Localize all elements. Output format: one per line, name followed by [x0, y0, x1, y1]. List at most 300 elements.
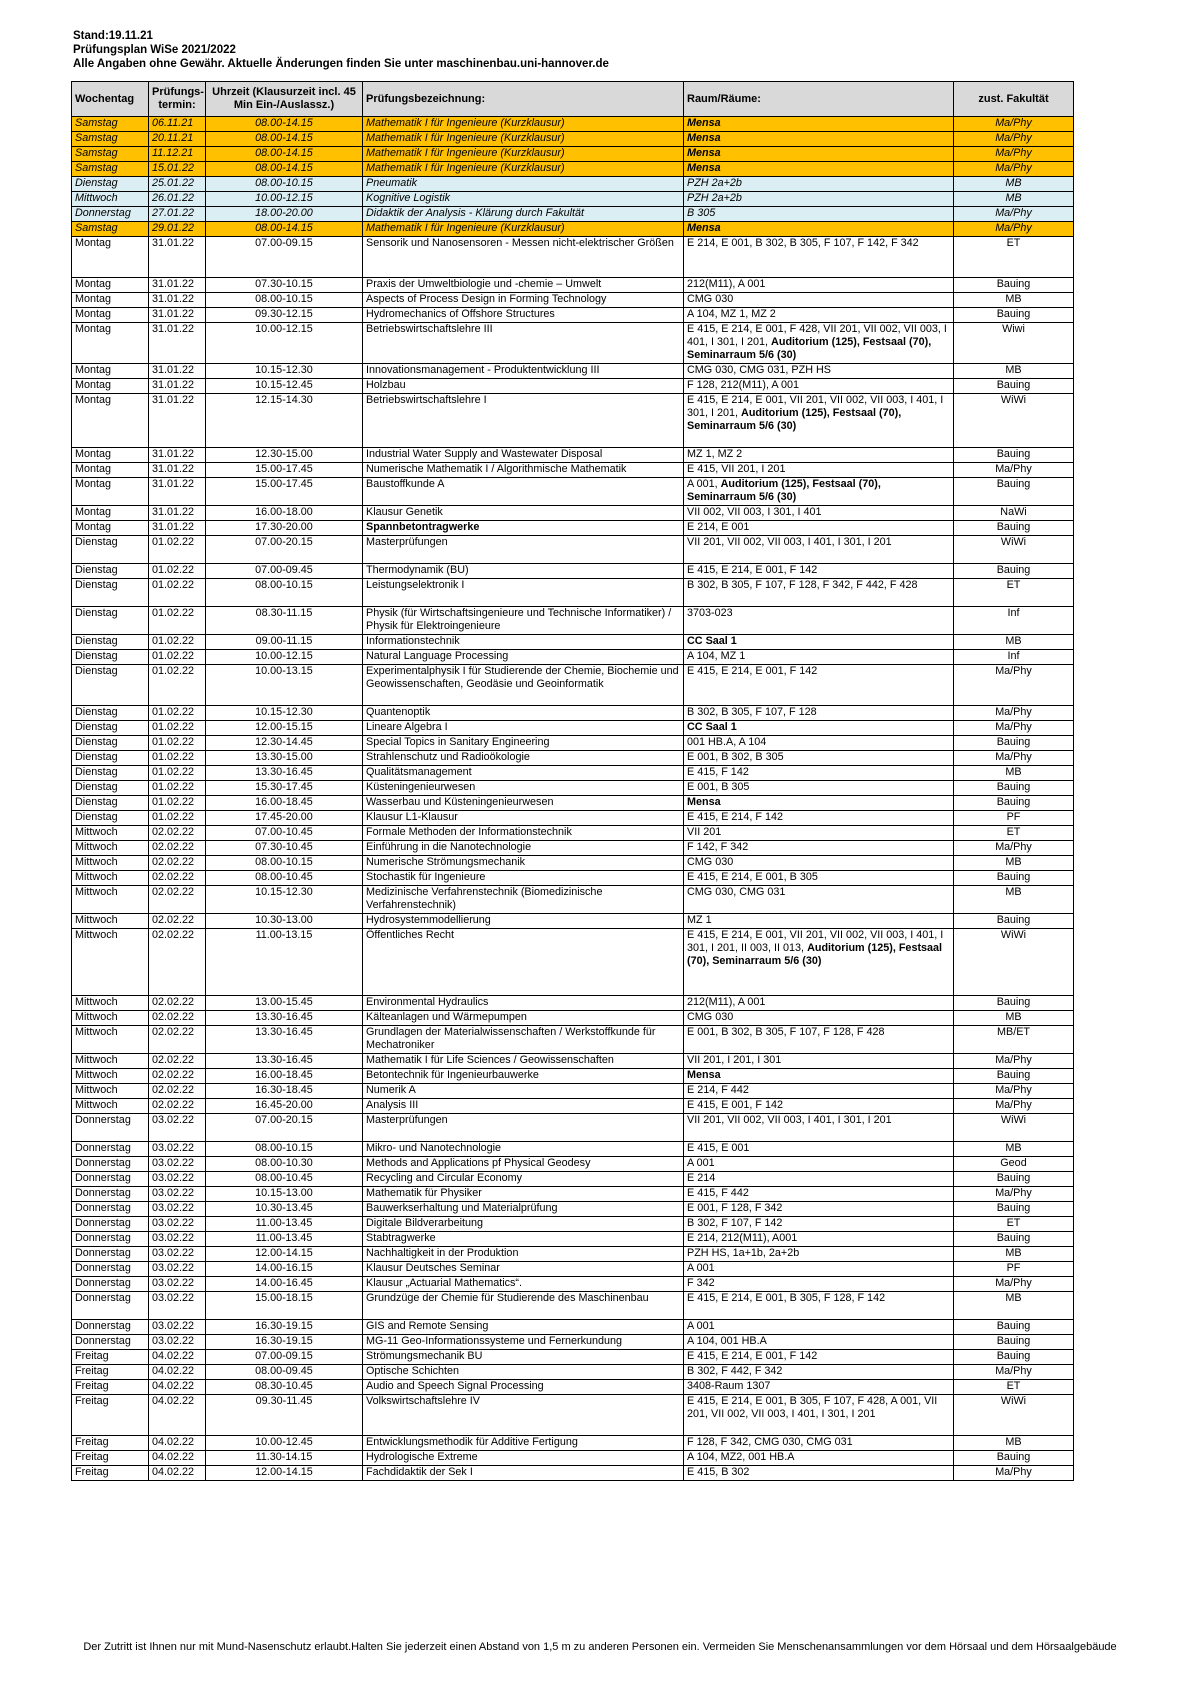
- table-row: [72, 781, 1074, 796]
- exam-name-cell: Masterprüfungen: [363, 1114, 684, 1142]
- room-cell: [684, 117, 954, 132]
- faculty-cell: Bauing: [954, 521, 1074, 536]
- day-cell: Freitag: [72, 1451, 149, 1466]
- room-list: E 415, E 214, E 001, VII 201, VII 002, VII 003, I 401, I 301, I 201,: [687, 394, 944, 419]
- day-cell: Freitag: [72, 1380, 149, 1395]
- room-list: E 214: [687, 1172, 716, 1184]
- room-cell: [684, 871, 954, 886]
- room-list: B 302, F 107, F 142: [687, 1217, 783, 1229]
- day-cell: Donnerstag: [72, 1277, 149, 1292]
- day-cell: Freitag: [72, 1466, 149, 1481]
- faculty-cell: Bauing: [954, 308, 1074, 323]
- date-cell: 27.01.22: [149, 207, 206, 222]
- table-row: [72, 1395, 1074, 1436]
- date-cell: 01.02.22: [149, 665, 206, 706]
- exam-name-cell: Hydrologische Extreme: [363, 1451, 684, 1466]
- time-cell: 08.30-11.15: [206, 607, 363, 635]
- table-row: [72, 1084, 1074, 1099]
- faculty-cell: MB: [954, 886, 1074, 914]
- date-cell: 31.01.22: [149, 379, 206, 394]
- exam-name-cell: Spannbetontragwerke: [363, 521, 684, 536]
- day-cell: Mittwoch: [72, 1054, 149, 1069]
- room-list: E 415, E 214, E 001, F 142: [687, 564, 818, 576]
- room-cell: [684, 132, 954, 147]
- day-cell: Donnerstag: [72, 1292, 149, 1320]
- table-row: [72, 826, 1074, 841]
- day-cell: Freitag: [72, 1395, 149, 1436]
- room-cell: [684, 1350, 954, 1365]
- table-row: [72, 177, 1074, 192]
- exam-schedule-table: [71, 81, 1074, 1481]
- time-cell: 08.00-09.45: [206, 1365, 363, 1380]
- date-cell: 03.02.22: [149, 1114, 206, 1142]
- exam-name-cell: Numerische Mathematik I / Algorithmische Mathematik: [363, 463, 684, 478]
- room-list: E 415, B 302: [687, 1466, 750, 1478]
- date-cell: 01.02.22: [149, 811, 206, 826]
- faculty-cell: NaWi: [954, 506, 1074, 521]
- exam-name-cell: Wasserbau und Küsteningenieurwesen: [363, 796, 684, 811]
- time-cell: 13.30-16.45: [206, 1054, 363, 1069]
- col-header-rooms: Raum/Räume:: [684, 82, 954, 117]
- room-cell: [684, 1157, 954, 1172]
- room-list: E 415, E 214, E 001, F 142: [687, 665, 818, 677]
- time-cell: 15.00-17.45: [206, 478, 363, 506]
- room-list: A 104, MZ 1: [687, 650, 746, 662]
- exam-name-cell: Experimentalphysik I für Studierende der Chemie, Biochemie und Geowissenschaften, Geodäsie und Geoinformatik: [363, 665, 684, 706]
- exam-name-cell: Klausur Genetik: [363, 506, 684, 521]
- date-cell: 03.02.22: [149, 1262, 206, 1277]
- time-cell: 10.30-13.45: [206, 1202, 363, 1217]
- table-row: [72, 1262, 1074, 1277]
- col-header-date: Prüfungs-termin:: [149, 82, 206, 117]
- room-list: MZ 1: [687, 914, 712, 926]
- date-cell: 15.01.22: [149, 162, 206, 177]
- faculty-cell: WiWi: [954, 1114, 1074, 1142]
- date-cell: 26.01.22: [149, 192, 206, 207]
- room-cell: [684, 506, 954, 521]
- table-row: [72, 192, 1074, 207]
- date-cell: 03.02.22: [149, 1277, 206, 1292]
- date-cell: 01.02.22: [149, 736, 206, 751]
- date-cell: 03.02.22: [149, 1247, 206, 1262]
- room-cell: [684, 1202, 954, 1217]
- date-cell: 04.02.22: [149, 1365, 206, 1380]
- exam-name-cell: Nachhaltigkeit in der Produktion: [363, 1247, 684, 1262]
- faculty-cell: MB: [954, 1247, 1074, 1262]
- exam-name-cell: Grundzüge der Chemie für Studierende des Maschinenbau: [363, 1292, 684, 1320]
- faculty-cell: WiWi: [954, 536, 1074, 564]
- table-row: [72, 1365, 1074, 1380]
- date-cell: 01.02.22: [149, 796, 206, 811]
- room-list: A 001: [687, 1262, 715, 1274]
- exam-name-cell: Mathematik I für Ingenieure (Kurzklausur): [363, 147, 684, 162]
- date-cell: 03.02.22: [149, 1187, 206, 1202]
- exam-name-cell: Physik (für Wirtschaftsingenieure und Technische Informatiker) / Physik für Elektroingenieure: [363, 607, 684, 635]
- time-cell: 13.30-15.00: [206, 751, 363, 766]
- day-cell: Dienstag: [72, 781, 149, 796]
- faculty-cell: Geod: [954, 1157, 1074, 1172]
- exam-name-cell: Pneumatik: [363, 177, 684, 192]
- room-list: E 415, E 214, E 001, F 142: [687, 1350, 818, 1362]
- day-cell: Donnerstag: [72, 1262, 149, 1277]
- room-cell: [684, 394, 954, 448]
- day-cell: Donnerstag: [72, 1335, 149, 1350]
- table-row: [72, 929, 1074, 996]
- exam-name-cell: Industrial Water Supply and Wastewater Disposal: [363, 448, 684, 463]
- day-cell: Dienstag: [72, 607, 149, 635]
- room-cell: [684, 650, 954, 665]
- room-cell: [684, 364, 954, 379]
- table-row: [72, 478, 1074, 506]
- table-row: [72, 1011, 1074, 1026]
- room-cell: [684, 1232, 954, 1247]
- exam-name-cell: Thermodynamik (BU): [363, 564, 684, 579]
- room-cell: [684, 856, 954, 871]
- table-row: [72, 293, 1074, 308]
- day-cell: Mittwoch: [72, 826, 149, 841]
- time-cell: 10.00-13.15: [206, 665, 363, 706]
- date-cell: 02.02.22: [149, 1084, 206, 1099]
- room-list-highlighted: Auditorium (125), Festsaal (70), Seminarraum 5/6 (30): [687, 942, 943, 967]
- room-list: E 415, F 442: [687, 1187, 749, 1199]
- day-cell: Dienstag: [72, 766, 149, 781]
- faculty-cell: Bauing: [954, 1232, 1074, 1247]
- room-list: E 415, E 214, E 001, B 305, F 107, F 428, A 001, VII 201, VII 002, VII 003, I 401, I 301, I 201: [687, 1395, 938, 1420]
- day-cell: Montag: [72, 506, 149, 521]
- date-cell: 04.02.22: [149, 1466, 206, 1481]
- day-cell: Donnerstag: [72, 1202, 149, 1217]
- date-cell: 01.02.22: [149, 781, 206, 796]
- faculty-cell: MB: [954, 192, 1074, 207]
- exam-name-cell: Lineare Algebra I: [363, 721, 684, 736]
- faculty-cell: MB: [954, 1292, 1074, 1320]
- faculty-cell: ET: [954, 237, 1074, 278]
- table-header-row: [72, 82, 1074, 117]
- time-cell: 14.00-16.45: [206, 1277, 363, 1292]
- room-cell: [684, 1187, 954, 1202]
- table-row: [72, 117, 1074, 132]
- room-cell: [684, 147, 954, 162]
- date-cell: 01.02.22: [149, 721, 206, 736]
- table-row: [72, 394, 1074, 448]
- room-list: E 415, E 214, E 001, VII 201, VII 002, VII 003, I 401, I 301, I 201, II 003, II 013,: [687, 929, 944, 954]
- day-cell: Dienstag: [72, 536, 149, 564]
- room-list: E 001, B 305: [687, 781, 750, 793]
- time-cell: 12.00-15.15: [206, 721, 363, 736]
- faculty-cell: Ma/Phy: [954, 751, 1074, 766]
- room-list: E 214, E 001: [687, 521, 750, 533]
- date-cell: 02.02.22: [149, 826, 206, 841]
- date-cell: 03.02.22: [149, 1172, 206, 1187]
- date-cell: 31.01.22: [149, 521, 206, 536]
- day-cell: Mittwoch: [72, 856, 149, 871]
- table-row: [72, 856, 1074, 871]
- exam-name-cell: Kognitive Logistik: [363, 192, 684, 207]
- faculty-cell: Bauing: [954, 736, 1074, 751]
- room-list: 3408-Raum 1307: [687, 1380, 771, 1392]
- document-title: Prüfungsplan WiSe 2021/2022: [73, 44, 236, 56]
- room-list: CMG 030: [687, 1011, 734, 1023]
- table-row: [72, 1187, 1074, 1202]
- time-cell: 07.00-10.45: [206, 826, 363, 841]
- time-cell: 07.30-10.45: [206, 841, 363, 856]
- room-cell: [684, 607, 954, 635]
- room-cell: [684, 781, 954, 796]
- date-cell: 03.02.22: [149, 1142, 206, 1157]
- room-list: E 214, 212(M11), A001: [687, 1232, 798, 1244]
- date-cell: 01.02.22: [149, 579, 206, 607]
- exam-name-cell: Medizinische Verfahrenstechnik (Biomedizinische Verfahrenstechnik): [363, 886, 684, 914]
- day-cell: Donnerstag: [72, 1232, 149, 1247]
- room-list: Mensa: [687, 222, 721, 234]
- room-cell: [684, 1099, 954, 1114]
- time-cell: 16.30-19.15: [206, 1335, 363, 1350]
- table-row: [72, 766, 1074, 781]
- room-cell: [684, 379, 954, 394]
- time-cell: 07.00-20.15: [206, 1114, 363, 1142]
- exam-name-cell: Informationstechnik: [363, 635, 684, 650]
- time-cell: 08.00-10.45: [206, 1172, 363, 1187]
- room-cell: [684, 635, 954, 650]
- faculty-cell: Ma/Phy: [954, 147, 1074, 162]
- room-list: B 302, B 305, F 107, F 128: [687, 706, 817, 718]
- date-cell: 29.01.22: [149, 222, 206, 237]
- room-list: PZH 2a+2b: [687, 192, 742, 204]
- exam-name-cell: Küsteningenieurwesen: [363, 781, 684, 796]
- room-list: 212(M11), A 001: [687, 996, 766, 1008]
- faculty-cell: MB: [954, 1142, 1074, 1157]
- faculty-cell: Inf: [954, 650, 1074, 665]
- exam-name-cell: Grundlagen der Materialwissenschaften / Werkstoffkunde für Mechatroniker: [363, 1026, 684, 1054]
- room-list: A 001: [687, 1157, 715, 1169]
- time-cell: 17.45-20.00: [206, 811, 363, 826]
- table-row: [72, 1247, 1074, 1262]
- day-cell: Mittwoch: [72, 1069, 149, 1084]
- time-cell: 11.00-13.15: [206, 929, 363, 996]
- time-cell: 09.30-11.45: [206, 1395, 363, 1436]
- exam-name-cell: Mikro- und Nanotechnologie: [363, 1142, 684, 1157]
- time-cell: 07.00-20.15: [206, 536, 363, 564]
- room-list: E 415, E 214, E 001, B 305, F 128, F 142: [687, 1292, 886, 1304]
- room-list: Mensa: [687, 117, 721, 129]
- exam-name-cell: Einführung in die Nanotechnologie: [363, 841, 684, 856]
- faculty-cell: PF: [954, 1262, 1074, 1277]
- table-row: [72, 1335, 1074, 1350]
- date-cell: 02.02.22: [149, 929, 206, 996]
- room-list: A 104, MZ2, 001 HB.A: [687, 1451, 795, 1463]
- faculty-cell: PF: [954, 811, 1074, 826]
- exam-name-cell: Didaktik der Analysis - Klärung durch Fakultät: [363, 207, 684, 222]
- faculty-cell: Ma/Phy: [954, 1277, 1074, 1292]
- day-cell: Dienstag: [72, 736, 149, 751]
- exam-name-cell: Numerik A: [363, 1084, 684, 1099]
- date-cell: 02.02.22: [149, 1054, 206, 1069]
- col-header-exam-name: Prüfungsbezeichnung:: [363, 82, 684, 117]
- exam-name-cell: Natural Language Processing: [363, 650, 684, 665]
- date-cell: 02.02.22: [149, 1011, 206, 1026]
- stand-date: Stand:19.11.21: [73, 30, 153, 42]
- room-cell: [684, 811, 954, 826]
- table-row: [72, 871, 1074, 886]
- room-list: CMG 030, CMG 031, PZH HS: [687, 364, 831, 376]
- time-cell: 12.00-14.15: [206, 1247, 363, 1262]
- faculty-cell: MB: [954, 293, 1074, 308]
- room-cell: [684, 1436, 954, 1451]
- faculty-cell: MB: [954, 364, 1074, 379]
- room-list-highlighted: Auditorium (125), Festsaal (70), Seminarraum 5/6 (30): [687, 407, 902, 432]
- date-cell: 01.02.22: [149, 564, 206, 579]
- day-cell: Mittwoch: [72, 1099, 149, 1114]
- faculty-cell: WiWi: [954, 1395, 1074, 1436]
- date-cell: 31.01.22: [149, 278, 206, 293]
- date-cell: 04.02.22: [149, 1451, 206, 1466]
- room-list: 001 HB.A, A 104: [687, 736, 767, 748]
- room-list: E 214, E 001, B 302, B 305, F 107, F 142, F 342: [687, 237, 919, 249]
- time-cell: 09.30-12.15: [206, 308, 363, 323]
- faculty-cell: Bauing: [954, 1320, 1074, 1335]
- exam-name-cell: Mathematik I für Ingenieure (Kurzklausur): [363, 117, 684, 132]
- room-list: A 001: [687, 1320, 715, 1332]
- table-row: [72, 1277, 1074, 1292]
- time-cell: 10.15-12.45: [206, 379, 363, 394]
- date-cell: 02.02.22: [149, 886, 206, 914]
- room-list: MZ 1, MZ 2: [687, 448, 743, 460]
- room-cell: [684, 579, 954, 607]
- room-list: E 214, F 442: [687, 1084, 749, 1096]
- exam-name-cell: Environmental Hydraulics: [363, 996, 684, 1011]
- date-cell: 02.02.22: [149, 856, 206, 871]
- time-cell: 08.00-10.30: [206, 1157, 363, 1172]
- table-row: [72, 607, 1074, 635]
- faculty-cell: Ma/Phy: [954, 841, 1074, 856]
- time-cell: 17.30-20.00: [206, 521, 363, 536]
- time-cell: 16.00-18.45: [206, 1069, 363, 1084]
- room-list: E 001, B 302, B 305: [687, 751, 784, 763]
- table-row: [72, 207, 1074, 222]
- date-cell: 31.01.22: [149, 478, 206, 506]
- exam-name-cell: Innovationsmanagement - Produktentwicklung III: [363, 364, 684, 379]
- exam-name-cell: Aspects of Process Design in Forming Technology: [363, 293, 684, 308]
- time-cell: 10.00-12.45: [206, 1436, 363, 1451]
- table-row: [72, 1436, 1074, 1451]
- table-row: [72, 1172, 1074, 1187]
- room-list: Mensa: [687, 162, 721, 174]
- time-cell: 16.00-18.00: [206, 506, 363, 521]
- room-cell: [684, 736, 954, 751]
- day-cell: Montag: [72, 379, 149, 394]
- room-cell: [684, 1217, 954, 1232]
- time-cell: 08.00-10.15: [206, 1142, 363, 1157]
- room-list: CMG 030: [687, 293, 734, 305]
- room-list: VII 201: [687, 826, 722, 838]
- room-cell: [684, 293, 954, 308]
- date-cell: 01.02.22: [149, 706, 206, 721]
- time-cell: 16.30-18.45: [206, 1084, 363, 1099]
- room-cell: [684, 706, 954, 721]
- faculty-cell: Bauing: [954, 379, 1074, 394]
- room-list: Mensa: [687, 796, 721, 808]
- faculty-cell: Ma/Phy: [954, 117, 1074, 132]
- room-list-highlighted: Auditorium (125), Festsaal (70), Seminarraum 5/6 (30): [687, 478, 881, 503]
- faculty-cell: Bauing: [954, 448, 1074, 463]
- day-cell: Mittwoch: [72, 871, 149, 886]
- time-cell: 08.00-10.45: [206, 871, 363, 886]
- room-list: Mensa: [687, 147, 721, 159]
- faculty-cell: Bauing: [954, 1172, 1074, 1187]
- faculty-cell: Bauing: [954, 1069, 1074, 1084]
- room-cell: [684, 1466, 954, 1481]
- day-cell: Montag: [72, 308, 149, 323]
- date-cell: 31.01.22: [149, 293, 206, 308]
- table-row: [72, 147, 1074, 162]
- faculty-cell: Bauing: [954, 478, 1074, 506]
- exam-name-cell: Audio and Speech Signal Processing: [363, 1380, 684, 1395]
- exam-name-cell: Holzbau: [363, 379, 684, 394]
- day-cell: Dienstag: [72, 721, 149, 736]
- date-cell: 02.02.22: [149, 841, 206, 856]
- exam-name-cell: Hydrosystemmodellierung: [363, 914, 684, 929]
- day-cell: Samstag: [72, 162, 149, 177]
- table-row: [72, 506, 1074, 521]
- time-cell: 11.30-14.15: [206, 1451, 363, 1466]
- table-row: [72, 635, 1074, 650]
- faculty-cell: Ma/Phy: [954, 1084, 1074, 1099]
- room-list: E 415, E 214, E 001, F 428, VII 201, VII 002, VII 003, I 401, I 301, I 201,: [687, 323, 947, 348]
- exam-name-cell: Betontechnik für Ingenieurbauwerke: [363, 1069, 684, 1084]
- table-row: [72, 1466, 1074, 1481]
- day-cell: Donnerstag: [72, 1114, 149, 1142]
- room-cell: [684, 929, 954, 996]
- time-cell: 16.30-19.15: [206, 1320, 363, 1335]
- day-cell: Montag: [72, 448, 149, 463]
- room-cell: [684, 751, 954, 766]
- day-cell: Dienstag: [72, 706, 149, 721]
- room-list-highlighted: Auditorium (125), Festsaal (70), Seminarraum 5/6 (30): [687, 336, 932, 361]
- day-cell: Dienstag: [72, 564, 149, 579]
- room-list: E 415, E 001: [687, 1142, 750, 1154]
- room-list: E 001, B 302, B 305, F 107, F 128, F 428: [687, 1026, 885, 1038]
- faculty-cell: Bauing: [954, 871, 1074, 886]
- room-cell: [684, 536, 954, 564]
- room-list: 212(M11), A 001: [687, 278, 766, 290]
- exam-name-cell: Recycling and Circular Economy: [363, 1172, 684, 1187]
- room-cell: [684, 521, 954, 536]
- date-cell: 02.02.22: [149, 1099, 206, 1114]
- time-cell: 16.00-18.45: [206, 796, 363, 811]
- exam-name-cell: Bauwerkserhaltung und Materialprüfung: [363, 1202, 684, 1217]
- room-cell: [684, 192, 954, 207]
- time-cell: 12.30-15.00: [206, 448, 363, 463]
- faculty-cell: Bauing: [954, 1350, 1074, 1365]
- col-header-weekday: Wochentag: [72, 82, 149, 117]
- table-row: [72, 1114, 1074, 1142]
- date-cell: 01.02.22: [149, 766, 206, 781]
- date-cell: 01.02.22: [149, 635, 206, 650]
- day-cell: Donnerstag: [72, 1142, 149, 1157]
- faculty-cell: Ma/Phy: [954, 665, 1074, 706]
- date-cell: 02.02.22: [149, 1069, 206, 1084]
- table-row: [72, 463, 1074, 478]
- table-row: [72, 796, 1074, 811]
- room-cell: [684, 841, 954, 856]
- room-cell: [684, 463, 954, 478]
- col-header-time: Uhrzeit (Klausurzeit incl. 45 Min Ein-/Auslassz.): [206, 82, 363, 117]
- date-cell: 11.12.21: [149, 147, 206, 162]
- day-cell: Montag: [72, 463, 149, 478]
- table-row: [72, 996, 1074, 1011]
- exam-name-cell: Mathematik I für Life Sciences / Geowissenschaften: [363, 1054, 684, 1069]
- time-cell: 13.30-16.45: [206, 1026, 363, 1054]
